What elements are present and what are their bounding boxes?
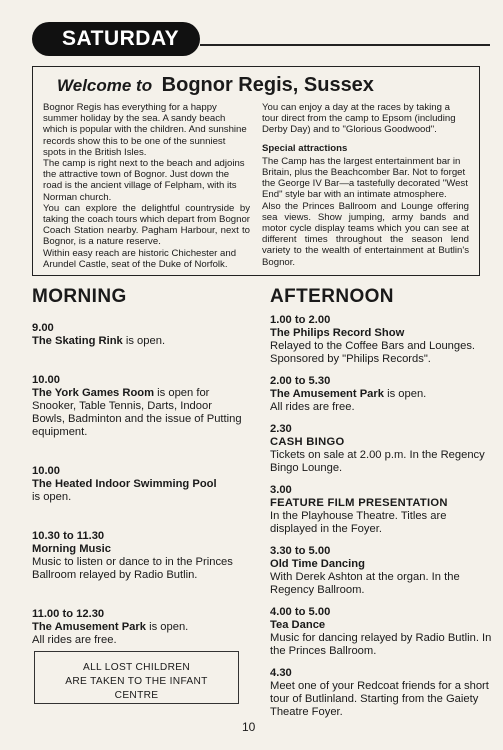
afternoon-column bbox=[270, 286, 492, 728]
welcome-paragraph: The Camp has the largest entertainment bar in Britain, plus the Beachcomber Bar. Not to forget the George IV Bar—a tastefully decorated "West End" style bar with an intimate atmosphere. bbox=[262, 155, 468, 201]
entry-desc: Music to listen or dance to in the Princes Ballroom relayed by Radio Butlin. bbox=[32, 556, 233, 581]
welcome-paragraph: You can enjoy a day at the races by taking a tour direct from the camp to Epsom (including Derby Day) and to "Glorious Goodwood". bbox=[262, 102, 456, 136]
entry-time: 10.00 bbox=[32, 374, 60, 386]
entry-line bbox=[32, 387, 242, 439]
entry-time: 2.00 to 5.30 bbox=[270, 375, 331, 387]
entry-time: 10.30 to 11.30 bbox=[32, 530, 105, 542]
entry-title: The Philips Record Show bbox=[270, 327, 405, 339]
afternoon-heading: AFTERNOON bbox=[270, 286, 394, 307]
day-banner bbox=[32, 22, 200, 56]
entry-desc: With Derek Ashton at the organ. In the Regency Ballroom. bbox=[270, 571, 460, 596]
schedule-entry bbox=[270, 545, 492, 597]
entry-desc: is open. bbox=[32, 491, 72, 503]
welcome-paragraph: The camp is right next to the beach and adjoins the attractive town of Bognor. Just down the road is the ancient village of Felpham, with its Norman church. bbox=[43, 158, 245, 203]
welcome-title-main: Bognor Regis, Sussex bbox=[161, 74, 374, 96]
welcome-box bbox=[32, 66, 480, 276]
header-rule bbox=[200, 44, 490, 46]
welcome-title bbox=[57, 73, 469, 98]
entry-line bbox=[32, 621, 242, 634]
entry-desc: Tickets on sale at 2.00 p.m. In the Regency Bingo Lounge. bbox=[270, 449, 485, 474]
schedule-entry bbox=[270, 423, 492, 475]
day-label: SATURDAY bbox=[62, 27, 180, 50]
entry-title: Old Time Dancing bbox=[270, 558, 365, 570]
welcome-columns bbox=[43, 102, 469, 270]
entry-rest: is open. bbox=[122, 335, 166, 347]
welcome-title-lead: Welcome to bbox=[57, 76, 153, 95]
welcome-left-column bbox=[43, 102, 250, 270]
welcome-paragraph: Within easy reach are historic Chichester and Arundel Castle, seat of the Duke of Norfolk. bbox=[43, 247, 237, 270]
entry-title: The Amusement Park bbox=[270, 388, 384, 400]
welcome-paragraph: Bognor Regis has everything for a happy summer holiday by the sea. A sandy beach which is popular with the children. And sunshine records show this to be one of the sunniest spots in the British Isles. bbox=[43, 102, 247, 158]
entry-title: CASH BINGO bbox=[270, 436, 345, 448]
notice-line: ARE TAKEN TO THE INFANT bbox=[65, 676, 208, 687]
entry-desc: In the Playhouse Theatre. Titles are displayed in the Foyer. bbox=[270, 510, 447, 535]
entry-time: 10.00 bbox=[32, 465, 60, 477]
entry-time: 1.00 to 2.00 bbox=[270, 314, 331, 326]
entry-time: 2.30 bbox=[270, 423, 292, 435]
welcome-right-column bbox=[262, 102, 469, 270]
entry-time: 3.30 to 5.00 bbox=[270, 545, 331, 557]
schedule-entry bbox=[32, 608, 242, 647]
special-attractions-heading: Special attractions bbox=[262, 142, 348, 154]
entry-rest: is open. bbox=[145, 621, 189, 633]
entry-title: The Amusement Park bbox=[32, 621, 146, 633]
schedule-entry bbox=[270, 606, 492, 658]
entry-time: 9.00 bbox=[32, 322, 54, 334]
entry-desc: Meet one of your Redcoat friends for a short tour of Butlinland. Starting from the Gaiety Theatre Foyer. bbox=[270, 680, 489, 718]
entry-line bbox=[32, 335, 242, 348]
entry-title: The Heated Indoor Swimming Pool bbox=[32, 478, 217, 490]
schedule-entry bbox=[270, 375, 492, 414]
schedule-entry bbox=[32, 530, 242, 582]
entry-title: The York Games Room bbox=[32, 387, 155, 399]
entry-rest: is open. bbox=[383, 388, 427, 400]
schedule-entry bbox=[270, 667, 492, 719]
entry-desc: Music for dancing relayed by Radio Butlin. In the Princes Ballroom. bbox=[270, 632, 492, 657]
notice-line: CENTRE bbox=[114, 690, 159, 701]
entry-line bbox=[270, 388, 492, 401]
entry-time: 3.00 bbox=[270, 484, 292, 496]
schedule-entry bbox=[32, 374, 242, 439]
schedule-entry bbox=[32, 465, 242, 504]
entry-desc: Relayed to the Coffee Bars and Lounges. Sponsored by "Philips Records". bbox=[270, 340, 476, 365]
entry-title: Morning Music bbox=[32, 543, 111, 555]
entry-time: 11.00 to 12.30 bbox=[32, 608, 105, 620]
entry-title: The Skating Rink bbox=[32, 335, 123, 347]
schedule-entry bbox=[270, 484, 492, 536]
entry-title: Tea Dance bbox=[270, 619, 326, 631]
morning-column bbox=[32, 286, 242, 673]
welcome-paragraph: You can explore the delightful countryside by taking the coach tours which depart from Bognor Coach Station nearby. Pagham Harbour, next to Bognor, is a nature reserve. bbox=[43, 202, 250, 248]
lost-children-notice bbox=[34, 651, 239, 704]
welcome-paragraph: Also the Princes Ballroom and Lounge offering sea views. Show jumping, army bands and motor cycle display teams which you can see at different times throughout the season lend variety to the wealth of entertainment at Butlin's Bognor. bbox=[262, 200, 469, 268]
schedule-entry bbox=[32, 322, 242, 348]
entry-time: 4.30 bbox=[270, 667, 292, 679]
entry-time: 4.00 to 5.00 bbox=[270, 606, 331, 618]
entry-desc: All rides are free. bbox=[270, 401, 355, 413]
page-number: 10 bbox=[242, 720, 256, 734]
schedule-entry bbox=[270, 314, 492, 366]
entry-desc: All rides are free. bbox=[32, 634, 117, 646]
entry-title: FEATURE FILM PRESENTATION bbox=[270, 497, 448, 509]
entry-rest: is open for Snooker, Table Tennis, Darts, Indoor Bowls, Badminton and the issue of Putting equipment. bbox=[32, 387, 242, 438]
morning-heading: MORNING bbox=[32, 286, 127, 307]
notice-line: ALL LOST CHILDREN bbox=[82, 662, 190, 673]
